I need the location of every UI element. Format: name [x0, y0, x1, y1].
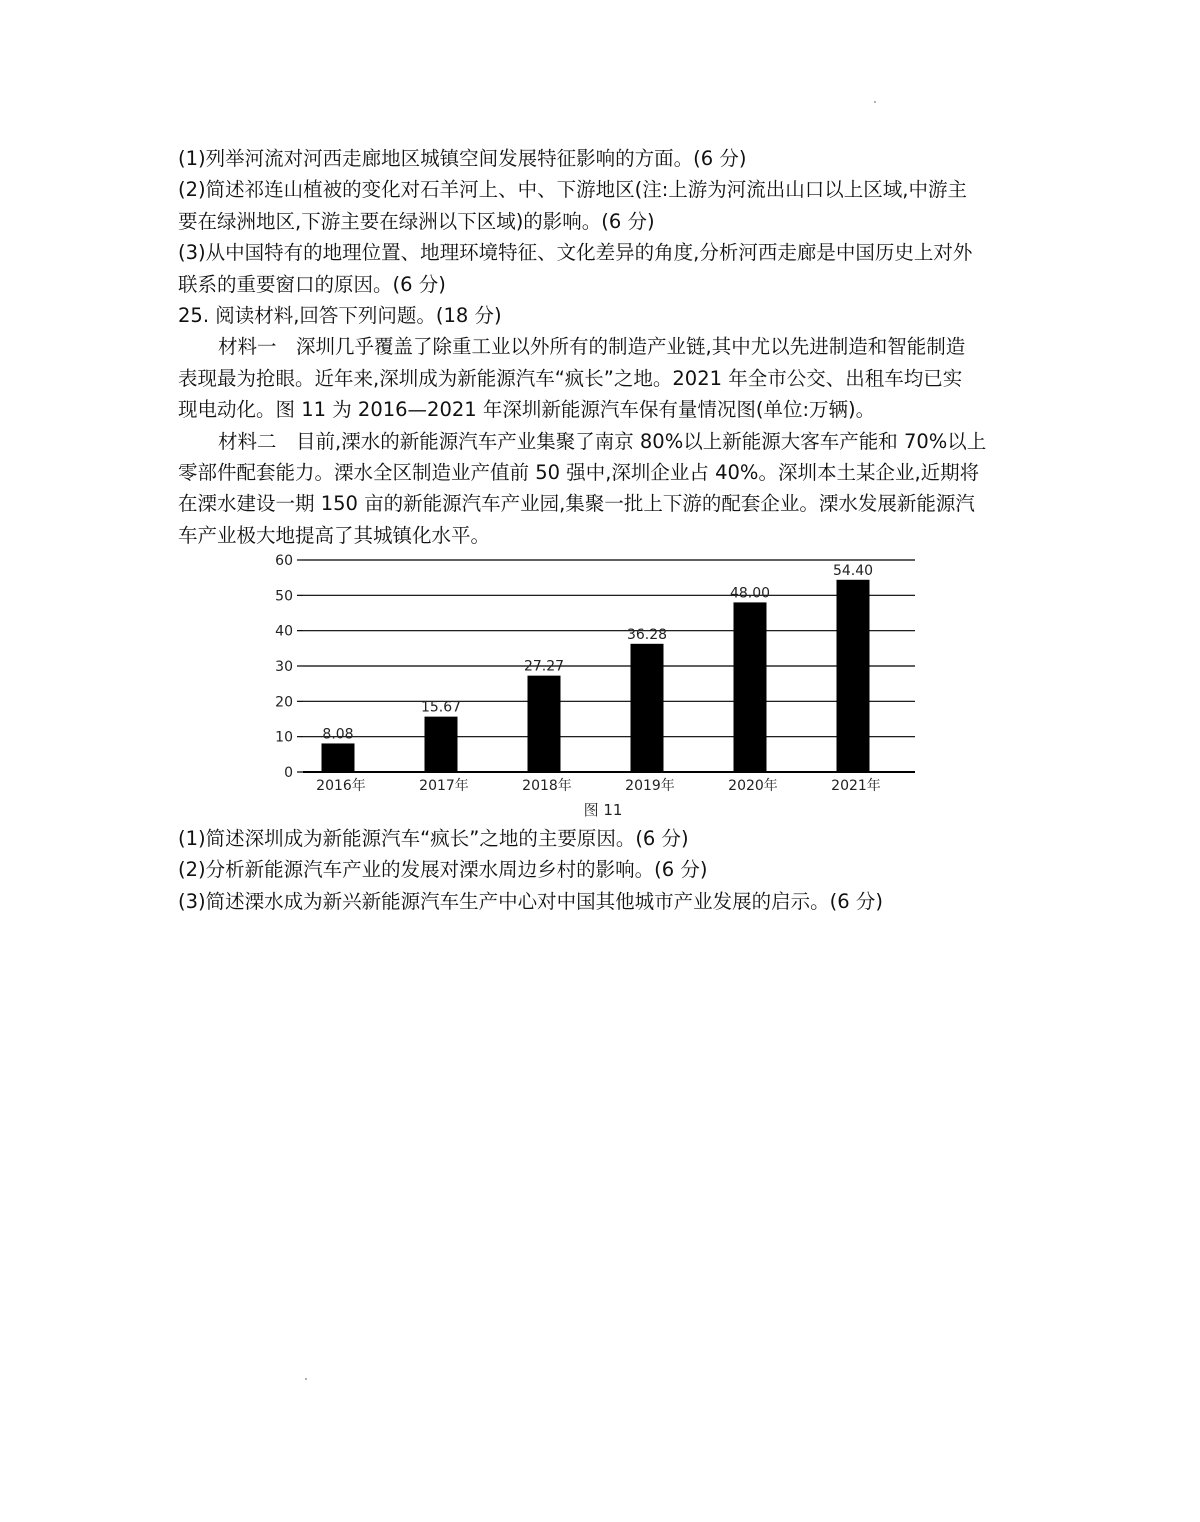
- bar: [734, 602, 767, 772]
- bar: [837, 580, 870, 772]
- chart-grid: [297, 560, 915, 772]
- material2-line2: 零部件配套能力。溧水全区制造业产值前 50 强中,深圳企业占 40%。深圳本土某企业,近期将: [178, 461, 980, 485]
- x-tick-label: 2019年: [625, 778, 675, 794]
- bar: [528, 676, 561, 772]
- question-25-3: (3)简述溧水成为新兴新能源汽车生产中心对中国其他城市产业发展的启示。(6 分): [178, 889, 883, 913]
- y-tick-label: 20: [275, 694, 293, 711]
- bar-value-label: 36.28: [626, 626, 668, 643]
- x-tick-label: 2020年: [728, 778, 778, 794]
- chart-title: 图 11: [583, 801, 623, 819]
- x-tick-label: 2016年: [316, 778, 366, 794]
- y-tick-label: 60: [275, 553, 293, 569]
- chart-labels: [275, 553, 881, 794]
- bar-value-label: 15.67: [420, 699, 462, 716]
- material2-line4: 车产业极大地提高了其城镇化水平。: [178, 523, 491, 547]
- question-24-2-line1: (2)简述祁连山植被的变化对石羊河上、中、下游地区(注:上游为河流出山口以上区域,中游主: [178, 178, 967, 202]
- y-tick-label: 40: [275, 623, 293, 640]
- question-25-2: (2)分析新能源汽车产业的发展对溧水周边乡村的影响。(6 分): [178, 858, 708, 882]
- bar: [425, 717, 458, 772]
- material2-line1: 材料二 目前,溧水的新能源汽车产业集聚了南京 80%以上新能源大客车产能和 70%以上: [218, 429, 987, 453]
- bar: [322, 743, 355, 772]
- y-tick-label: 0: [284, 765, 293, 781]
- bar-value-label: 27.27: [523, 658, 565, 675]
- chart-bars: [322, 580, 870, 772]
- question-24-1: (1)列举河流对河西走廊地区城镇空间发展特征影响的方面。(6 分): [178, 147, 747, 170]
- question-24-3-line2: 联系的重要窗口的原因。(6 分): [178, 272, 446, 296]
- bar-value-label: 48.00: [729, 585, 771, 602]
- bar-value-label: 8.08: [322, 726, 354, 743]
- bar: [631, 644, 664, 772]
- scan-speck: [874, 101, 876, 103]
- x-tick-label: 2018年: [522, 778, 572, 794]
- x-tick-label: 2021年: [831, 778, 881, 794]
- y-tick-label: 50: [275, 588, 293, 605]
- y-tick-label: 30: [275, 659, 293, 675]
- material1-line2: 表现最为抢眼。近年来,深圳成为新能源汽车“疯长”之地。2021 年全市公交、出租车均已实: [178, 366, 963, 390]
- question-25-subquestions: [178, 823, 1038, 917]
- y-tick-label: 10: [275, 729, 293, 746]
- question-24-2-line2: 要在绿洲地区,下游主要在绿洲以下区域)的影响。(6 分): [178, 209, 655, 233]
- material1-line3: 现电动化。图 11 为 2016—2021 年深圳新能源汽车保有量情况图(单位:万辆)。: [178, 398, 876, 422]
- x-tick-label: 2017年: [419, 778, 469, 794]
- scan-speck: [305, 1378, 307, 1380]
- question-25-1: (1)简述深圳成为新能源汽车“疯长”之地的主要原因。(6 分): [178, 827, 689, 850]
- material2-line3: 在溧水建设一期 150 亩的新能源汽车产业园,集聚一批上下游的配套企业。溧水发展新能源汽: [178, 492, 975, 516]
- bar-value-label: 54.40: [832, 562, 874, 579]
- question-25-heading: 25. 阅读材料,回答下列问题。(18 分): [178, 304, 502, 328]
- material1-line1: 材料一 深圳几乎覆盖了除重工业以外所有的制造产业链,其中尤以先进制造和智能制造: [218, 335, 966, 359]
- question-24-3-line1: (3)从中国特有的地理位置、地理环境特征、文化差异的角度,分析河西走廊是中国历史上对外: [178, 241, 973, 265]
